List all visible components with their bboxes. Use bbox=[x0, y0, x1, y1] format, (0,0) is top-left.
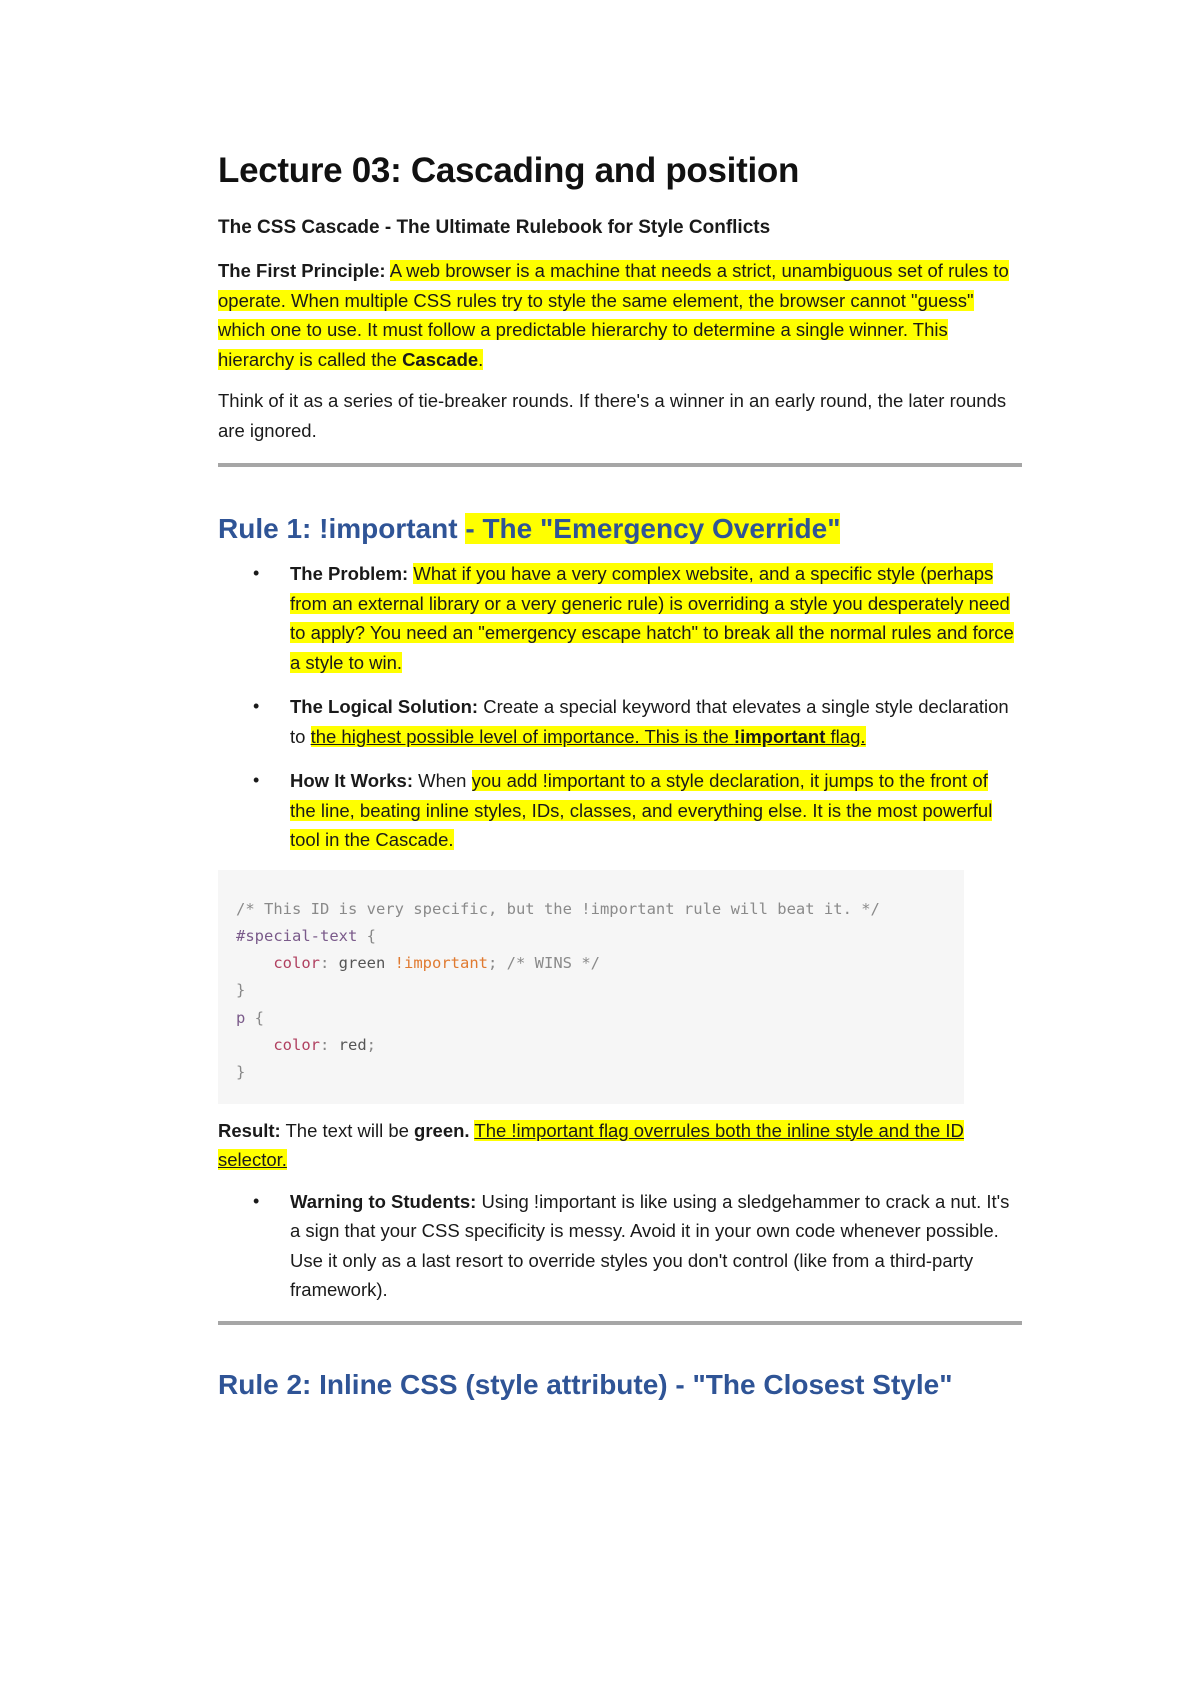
result-green: green. bbox=[414, 1119, 470, 1141]
result-paragraph bbox=[218, 1116, 1018, 1175]
important-flag-term: !important bbox=[733, 725, 826, 747]
code-line: } bbox=[236, 1063, 246, 1082]
code-block bbox=[218, 870, 964, 1104]
list-item bbox=[218, 766, 1018, 855]
solution-label: The Logical Solution: bbox=[290, 696, 479, 717]
code-colon: : bbox=[320, 954, 339, 973]
code-brace: { bbox=[245, 1008, 265, 1027]
code-selector: p bbox=[236, 1008, 246, 1027]
code-semicolon: ; bbox=[366, 1035, 377, 1054]
code-line: /* This ID is very specific, but the !important rule will beat it. */ bbox=[236, 899, 880, 918]
warning-label: Warning to Students: bbox=[290, 1190, 477, 1212]
first-principle-paragraph bbox=[218, 256, 1018, 374]
rule1-heading-highlight: - The "Emergency Override" bbox=[465, 513, 841, 544]
code-selector: #special-text bbox=[236, 926, 358, 945]
result-text: The text will be bbox=[280, 1119, 415, 1141]
code-brace: { bbox=[357, 926, 376, 945]
code-line bbox=[236, 950, 964, 977]
code-property: color bbox=[236, 954, 320, 973]
code-value: red bbox=[338, 1035, 367, 1054]
section-divider bbox=[218, 1321, 1022, 1325]
code-colon: : bbox=[320, 1035, 339, 1054]
how-text: When bbox=[413, 770, 472, 791]
warning-text: Using !important is like using a sledgehammer to crack a nut. It's a sign that your CSS specificity is messy. Avoid it in your own code whenever possible. Use it only as a last resort to override styles you don't control (like from a third-party framework). bbox=[290, 1190, 1010, 1300]
problem-text: What if you have a very complex website, and a specific style (perhaps from an external library or a very generic rule) is overriding a style you desperately need to apply? You need an "emergency escape hatch" to break all the normal rules and force a style to win. bbox=[290, 563, 1014, 673]
code-semicolon: ; bbox=[488, 954, 507, 973]
subtitle: The CSS Cascade - The Ultimate Rulebook for Style Conflicts bbox=[218, 217, 771, 238]
code-comment: /* WINS */ bbox=[506, 954, 600, 973]
document-page bbox=[218, 148, 1018, 1405]
first-principle-label: The First Principle: bbox=[218, 260, 386, 281]
page-title: Lecture 03: Cascading and position bbox=[218, 151, 800, 190]
problem-label: The Problem: bbox=[290, 563, 409, 584]
result-label: Result: bbox=[218, 1119, 281, 1141]
first-principle-period: . bbox=[478, 348, 484, 370]
rule1-heading bbox=[218, 509, 1018, 549]
solution-highlight-text: the highest possible level of importance. This is the bbox=[310, 725, 734, 747]
solution-highlight bbox=[311, 726, 866, 747]
think-paragraph: Think of it as a series of tie-breaker rounds. If there's a winner in an early round, the later rounds are ignored. bbox=[218, 390, 1007, 441]
warning-list bbox=[218, 1187, 1018, 1305]
code-property: color bbox=[236, 1035, 320, 1054]
rule1-bullet-list bbox=[218, 559, 1018, 855]
bullet-icon: • bbox=[253, 1190, 260, 1211]
bullet-icon: • bbox=[253, 696, 260, 716]
first-principle-body: A web browser is a machine that needs a strict, unambiguous set of rules to operate. When multiple CSS rules try to style the same element, the browser cannot "guess" which one to use. It must follow a predictable hierarchy to determine a single winner. This hierarchy is called the bbox=[218, 260, 1009, 370]
list-item bbox=[218, 692, 1018, 751]
code-line bbox=[236, 1032, 964, 1059]
cascade-term: Cascade bbox=[402, 348, 479, 370]
rule1-heading-main: Rule 1: !important bbox=[218, 513, 466, 544]
rule2-heading: Rule 2: Inline CSS (style attribute) - "The Closest Style" bbox=[218, 1368, 953, 1400]
result-highlight: The !important flag overrules both the inline style and the ID selector. bbox=[218, 1119, 964, 1170]
bullet-icon: • bbox=[253, 770, 260, 790]
list-item bbox=[218, 1187, 1018, 1305]
how-label: How It Works: bbox=[290, 770, 413, 791]
code-line bbox=[236, 923, 964, 950]
bullet-icon: • bbox=[253, 563, 260, 583]
section-divider bbox=[218, 463, 1022, 467]
list-item bbox=[218, 559, 1018, 677]
solution-flag-tail: flag. bbox=[825, 725, 866, 747]
code-value: green bbox=[338, 954, 395, 973]
how-highlight: you add !important to a style declaration, it jumps to the front of the line, beating inline styles, IDs, classes, and everything else. It is the most powerful tool in the Cascade. bbox=[290, 770, 993, 850]
code-line: } bbox=[236, 981, 246, 1000]
solution-text: Create a special keyword that elevates a single style declaration to bbox=[290, 696, 1009, 747]
code-important: !important bbox=[394, 954, 488, 973]
code-line bbox=[236, 1005, 964, 1032]
